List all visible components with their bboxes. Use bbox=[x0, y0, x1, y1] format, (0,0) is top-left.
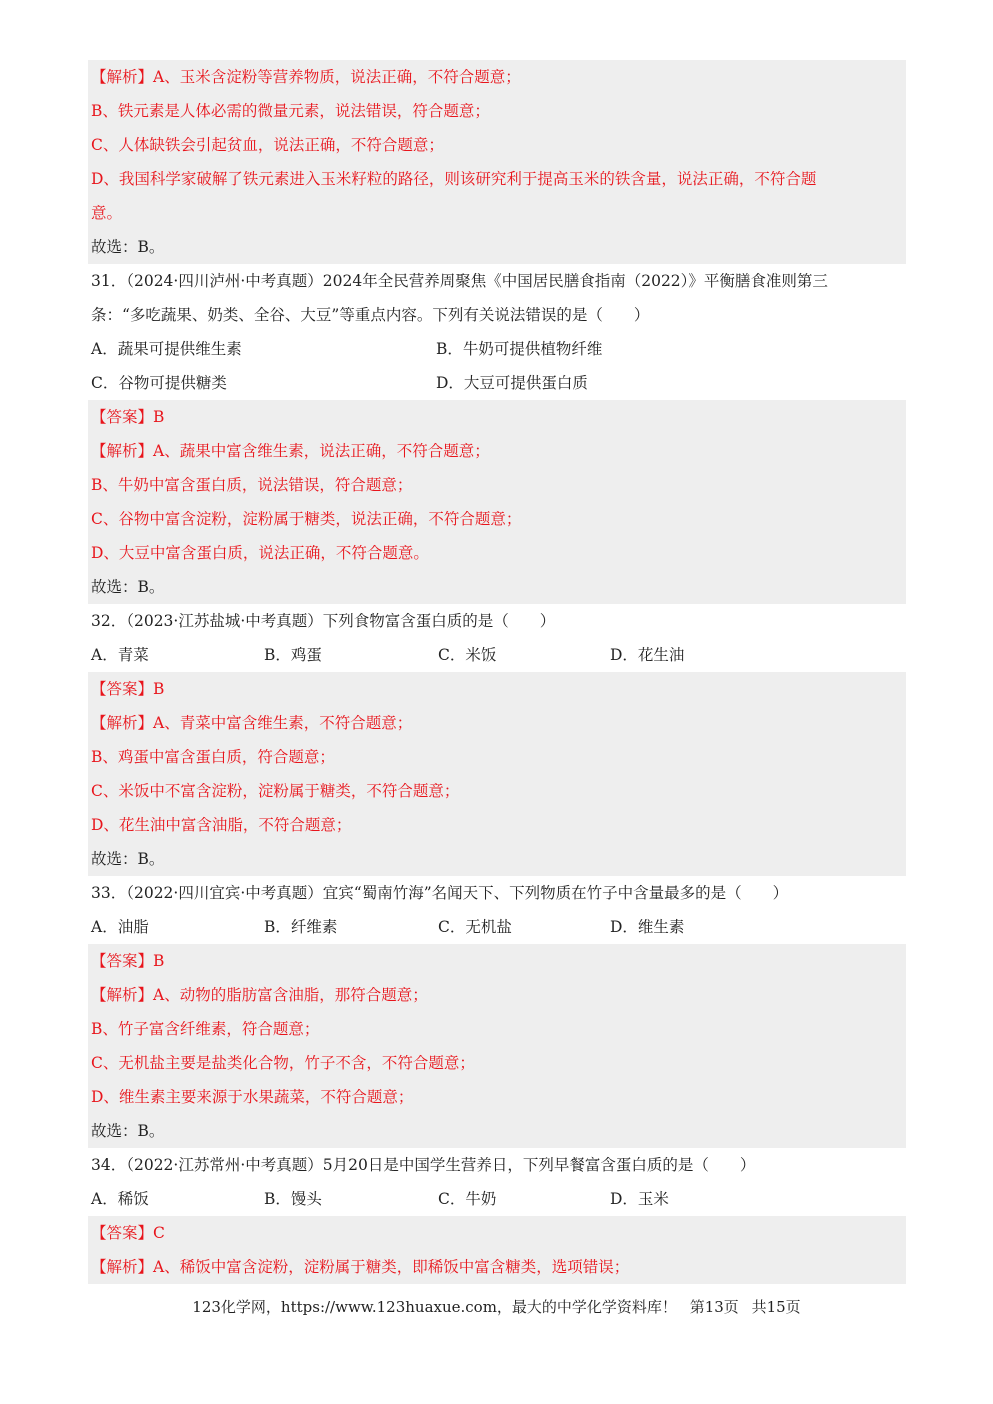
option-a: A．蔬果可提供维生素 bbox=[91, 340, 242, 358]
analysis-text: A、动物的脂肪富含油脂，那符合题意； bbox=[153, 986, 428, 1004]
option-c: C．谷物可提供糖类 bbox=[91, 374, 227, 392]
page-content bbox=[88, 60, 906, 1284]
analysis-line: C、谷物中富含淀粉，淀粉属于糖类，说法正确，不符合题意； bbox=[91, 510, 522, 528]
analysis-line: B、铁元素是人体必需的微量元素，说法错误，符合题意； bbox=[91, 102, 490, 120]
option-a: A．油脂 bbox=[91, 918, 149, 936]
analysis-text: A、稀饭中富含淀粉，淀粉属于糖类，即稀饭中富含糖类，选项错误； bbox=[153, 1258, 630, 1276]
answer-value: C bbox=[153, 1224, 165, 1242]
answer-block-q31 bbox=[88, 400, 906, 604]
question-31 bbox=[88, 264, 906, 400]
analysis-text: A、玉米含淀粉等营养物质，说法正确，不符合题意； bbox=[153, 68, 521, 86]
question-34 bbox=[88, 1148, 906, 1216]
answer-line bbox=[88, 400, 906, 434]
analysis-line bbox=[88, 434, 906, 468]
answer-value: B bbox=[153, 408, 165, 426]
analysis-tag: 【解析】 bbox=[91, 1258, 154, 1276]
analysis-tag: 【解析】 bbox=[91, 68, 154, 86]
options-row bbox=[88, 366, 906, 400]
analysis-line: D、花生油中富含油脂，不符合题意； bbox=[91, 816, 352, 834]
analysis-line: C、米饭中不富含淀粉，淀粉属于糖类，不符合题意； bbox=[91, 782, 460, 800]
answer-value: B bbox=[153, 952, 165, 970]
answer-line bbox=[88, 1216, 906, 1250]
footer-total-pages: 共15页 bbox=[751, 1298, 801, 1316]
analysis-line: C、无机盐主要是盐类化合物，竹子不含，不符合题意； bbox=[91, 1054, 475, 1072]
question-33 bbox=[88, 876, 906, 944]
conclusion-line: 故选：B。 bbox=[91, 850, 165, 868]
option-b: B．馒头 bbox=[264, 1190, 322, 1208]
analysis-line bbox=[88, 978, 906, 1012]
option-d: D．花生油 bbox=[610, 646, 685, 664]
conclusion-line: 故选：B。 bbox=[91, 238, 165, 256]
option-b: B．纤维素 bbox=[264, 918, 338, 936]
analysis-line: D、大豆中富含蛋白质，说法正确，不符合题意。 bbox=[91, 544, 429, 562]
analysis-line bbox=[88, 60, 906, 94]
option-d: D．大豆可提供蛋白质 bbox=[436, 374, 588, 392]
analysis-tag: 【解析】 bbox=[91, 986, 154, 1004]
answer-value: B bbox=[153, 680, 165, 698]
answer-block-q32 bbox=[88, 672, 906, 876]
page-footer bbox=[0, 1296, 993, 1317]
answer-line bbox=[88, 944, 906, 978]
analysis-line: B、牛奶中富含蛋白质，说法错误，符合题意； bbox=[91, 476, 413, 494]
answer-tag: 【答案】 bbox=[91, 680, 154, 698]
analysis-line bbox=[88, 1250, 906, 1284]
option-a: A．青菜 bbox=[91, 646, 149, 664]
options-row bbox=[88, 910, 906, 944]
footer-site-text: 123化学网，https://www.123huaxue.com，最大的中学化学资料库！ bbox=[192, 1298, 677, 1316]
analysis-line bbox=[88, 706, 906, 740]
analysis-line: B、竹子富含纤维素，符合题意； bbox=[91, 1020, 320, 1038]
answer-block-q33 bbox=[88, 944, 906, 1148]
analysis-line: D、我国科学家破解了铁元素进入玉米籽粒的路径，则该研究利于提高玉米的铁含量，说法正确，不符合题 bbox=[91, 170, 817, 188]
options-row bbox=[88, 1182, 906, 1216]
answer-line bbox=[88, 672, 906, 706]
question-32 bbox=[88, 604, 906, 672]
option-c: C．米饭 bbox=[438, 646, 497, 664]
analysis-tag: 【解析】 bbox=[91, 714, 154, 732]
analysis-line: D、维生素主要来源于水果蔬菜，不符合题意； bbox=[91, 1088, 414, 1106]
analysis-text: A、青菜中富含维生素，不符合题意； bbox=[153, 714, 413, 732]
analysis-line: B、鸡蛋中富含蛋白质，符合题意； bbox=[91, 748, 335, 766]
option-c: C．无机盐 bbox=[438, 918, 512, 936]
options-row bbox=[88, 332, 906, 366]
question-stem: 33．（2022·四川宜宾·中考真题）宜宾“蜀南竹海”名闻天下、下列物质在竹子中含量最多的是（ ） bbox=[91, 884, 789, 902]
question-stem: 条：“多吃蔬果、奶类、全谷、大豆”等重点内容。下列有关说法错误的是（ ） bbox=[91, 306, 650, 324]
option-b: B．牛奶可提供植物纤维 bbox=[436, 340, 603, 358]
analysis-block-q30 bbox=[88, 60, 906, 264]
question-stem: 34．（2022·江苏常州·中考真题）5月20日是中国学生营养日，下列早餐富含蛋白质的是（ ） bbox=[91, 1156, 756, 1174]
option-b: B．鸡蛋 bbox=[264, 646, 322, 664]
conclusion-line: 故选：B。 bbox=[91, 578, 165, 596]
analysis-tag: 【解析】 bbox=[91, 442, 154, 460]
analysis-line: C、人体缺铁会引起贫血，说法正确，不符合题意； bbox=[91, 136, 444, 154]
option-d: D．维生素 bbox=[610, 918, 685, 936]
options-row bbox=[88, 638, 906, 672]
option-d: D．玉米 bbox=[610, 1190, 669, 1208]
answer-tag: 【答案】 bbox=[91, 1224, 154, 1242]
analysis-line: 意。 bbox=[91, 204, 123, 222]
answer-tag: 【答案】 bbox=[91, 952, 154, 970]
analysis-text: A、蔬果中富含维生素，说法正确，不符合题意； bbox=[153, 442, 490, 460]
question-stem: 32．（2023·江苏盐城·中考真题）下列食物富含蛋白质的是（ ） bbox=[91, 612, 556, 630]
footer-page-number: 第13页 bbox=[689, 1298, 739, 1316]
question-stem: 31．（2024·四川泸州·中考真题）2024年全民营养周聚焦《中国居民膳食指南（2022）》平衡膳食准则第三 bbox=[91, 272, 828, 290]
option-c: C．牛奶 bbox=[438, 1190, 497, 1208]
answer-tag: 【答案】 bbox=[91, 408, 154, 426]
answer-block-q34 bbox=[88, 1216, 906, 1284]
option-a: A．稀饭 bbox=[91, 1190, 149, 1208]
conclusion-line: 故选：B。 bbox=[91, 1122, 165, 1140]
